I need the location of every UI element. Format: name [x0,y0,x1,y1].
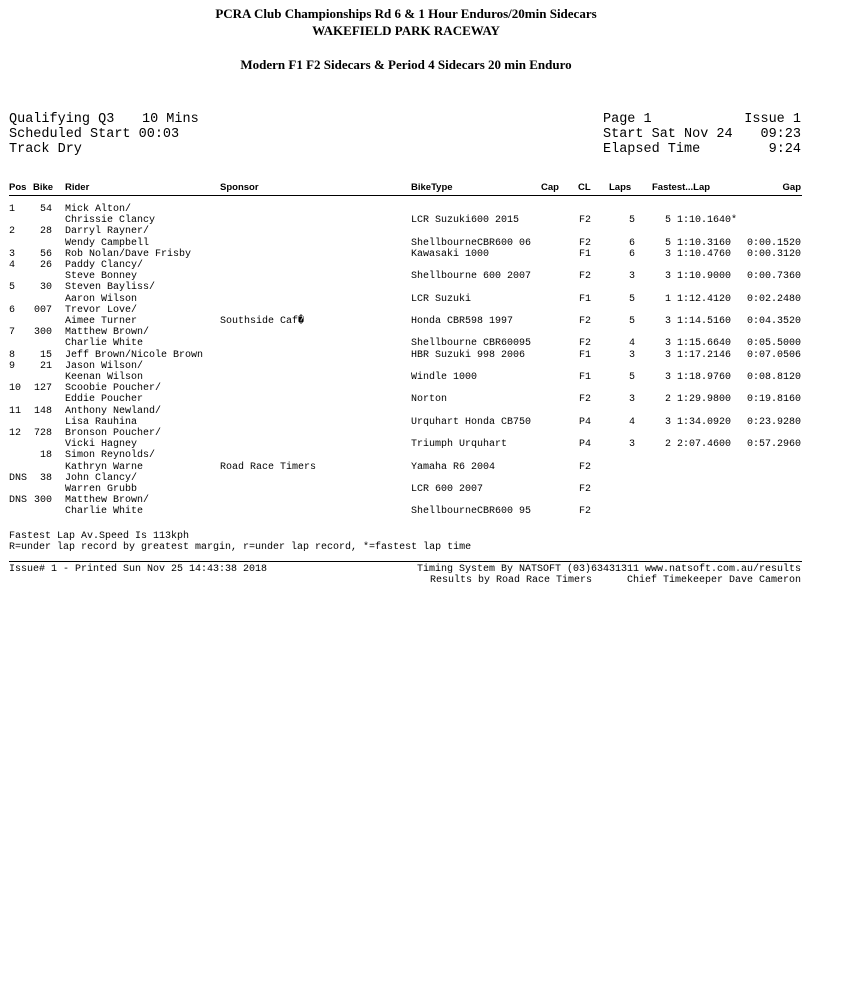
cell-class: P4 [579,416,592,428]
cell-biketype: Honda CBR598 1997 [411,316,514,327]
cell-rider: Eddie Poucher [65,394,144,406]
cell-class: F1 [579,372,592,383]
cell-rider: Lisa Rauhina [65,416,138,428]
cell-fastest-lap: 3 1:18.9760 [665,372,732,383]
chief-timekeeper: Chief Timekeeper Dave Cameron [626,575,801,586]
cell-pos: DNS [9,472,28,484]
cell-laps: 6 [628,237,635,249]
cell-laps: 3 [628,271,635,283]
cell-laps: 3 [628,394,635,406]
cell-class: F2 [579,215,592,227]
cell-laps: 5 [628,215,635,227]
cell-bike: 54 [39,204,52,215]
cell-fastest-lap: 3 1:14.5160 [665,316,732,327]
cell-rider: Matthew Brown/ [65,495,150,507]
cell-pos: 2 [9,226,16,238]
cell-gap: 0:00.1520 [746,237,801,249]
cell-pos: 10 [9,383,22,395]
cell-rider: Matthew Brown/ [65,327,150,339]
cell-biketype: Norton [411,394,448,406]
cell-laps: 3 [628,439,635,451]
cell-rider: Keenan Wilson [65,372,144,383]
cell-class: F2 [579,316,592,327]
cell-bike: 21 [39,360,52,372]
legend-note: R=under lap record by greatest margin, r=under lap record, *=fastest lap time [9,542,472,553]
cell-pos: 4 [9,260,16,271]
cell-gap: 0:05.5000 [746,338,801,350]
col-pos: Pos [9,182,27,193]
cell-class: P4 [579,439,592,451]
cell-biketype: LCR Suzuki [411,293,472,305]
cell-biketype: LCR Suzuki600 2015 [411,215,520,227]
cell-class: F1 [579,248,592,260]
cell-fastest-lap: 3 1:10.4760 [665,248,732,260]
col-sponsor: Sponsor [220,182,259,193]
elapsed-time: 9:24 [768,142,801,157]
cell-rider: Trevor Love/ [65,304,138,316]
cell-class: F2 [579,338,592,350]
cell-fastest-lap: 1 1:12.4120 [665,293,732,305]
cell-class: F2 [579,461,592,473]
cell-pos: 7 [9,327,16,339]
cell-bike: 38 [39,472,52,484]
cell-rider: Simon Reynolds/ [65,450,156,462]
cell-bike: 26 [39,260,52,271]
cell-class: F1 [579,293,592,305]
cell-gap: 0:19.8160 [746,394,801,406]
elapsed-label: Elapsed Time [603,142,701,157]
scheduled-start: Scheduled Start 00:03 [9,127,180,142]
footer-rule [9,561,802,562]
cell-bike: 30 [39,282,52,294]
results-by: Results by Road Race Timers [430,575,593,586]
cell-pos: 9 [9,360,16,372]
cell-gap: 0:00.7360 [746,271,801,283]
cell-rider: Kathryn Warne [65,461,144,473]
cell-rider: Aimee Turner [65,316,138,327]
cell-bike: 28 [39,226,52,238]
cell-bike: 15 [39,349,52,361]
cell-biketype: Triumph Urquhart [411,439,508,451]
cell-laps: 4 [628,338,635,350]
cell-laps: 5 [628,293,635,305]
cell-biketype: ShellbourneCBR600 95 [411,506,532,518]
cell-pos: 3 [9,248,16,260]
cell-gap: 0:00.3120 [746,248,801,260]
cell-gap: 0:08.8120 [746,372,801,383]
cell-laps: 6 [628,248,635,260]
cell-fastest-lap: 3 1:34.0920 [665,416,732,428]
cell-pos: 6 [9,304,16,316]
cell-bike: 728 [33,428,52,439]
session-duration: 10 Mins [142,112,199,127]
cell-fastest-lap: 5 1:10.3160 [665,237,732,249]
page-number: Page 1 [603,112,652,127]
cell-class: F2 [579,394,592,406]
cell-fastest-lap: 3 1:17.2146 [665,349,732,361]
cell-laps: 3 [628,349,635,361]
cell-rider: Jason Wilson/ [65,360,144,372]
cell-gap: 0:57.2960 [746,439,801,451]
cell-rider: Vicki Hagney [65,439,138,451]
cell-fastest-lap: 5 1:10.1640* [665,215,738,227]
cell-class: F2 [579,237,592,249]
cell-biketype: Kawasaki 1000 [411,248,490,260]
cell-biketype: Yamaha R6 2004 [411,461,496,473]
cell-class: F2 [579,484,592,495]
cell-pos: 12 [9,428,22,439]
cell-rider: Anthony Newland/ [65,405,162,417]
cell-bike: 127 [33,383,52,395]
cell-fastest-lap: 2 2:07.4600 [665,439,732,451]
cell-rider: Scoobie Poucher/ [65,383,162,395]
cell-bike: 300 [33,327,52,339]
cell-rider: Wendy Campbell [65,237,150,249]
col-biketype: BikeType [411,182,453,193]
cell-biketype: Shellbourne 600 2007 [411,271,532,283]
cell-rider: Chrissie Clancy [65,215,156,227]
cell-bike: 007 [33,304,52,316]
race-subtitle: Modern F1 F2 Sidecars & Period 4 Sidecars 20 min Enduro [240,57,572,72]
col-cl: CL [578,182,591,193]
cell-bike: 56 [39,248,52,260]
cell-gap: 0:23.9280 [746,416,801,428]
track-condition: Track Dry [9,142,82,157]
cell-biketype: Urquhart Honda CB750 [411,416,532,428]
timing-system: Timing System By NATSOFT (03)63431311 www.natsoft.com.au/results [416,564,801,575]
issue-number: Issue 1 [744,112,801,127]
cell-pos: 5 [9,282,16,294]
cell-bike: 148 [33,405,52,417]
cell-bike: 300 [33,495,52,507]
cell-biketype: LCR 600 2007 [411,484,484,495]
cell-biketype: ShellbourneCBR600 06 [411,237,532,249]
cell-rider: Paddy Clancy/ [65,260,144,271]
cell-rider: Jeff Brown/Nicole Brown [65,349,204,361]
cell-gap: 0:02.2480 [746,293,801,305]
cell-fastest-lap: 3 1:10.9000 [665,271,732,283]
col-rider: Rider [65,182,90,193]
cell-sponsor: Southside Caf� [220,316,305,327]
cell-pos: 8 [9,349,16,361]
col-cap: Cap [541,182,559,193]
cell-biketype: HBR Suzuki 998 2006 [411,349,526,361]
venue-title: WAKEFIELD PARK RACEWAY [312,23,500,38]
cell-laps: 4 [628,416,635,428]
qualifying-label: Qualifying Q3 [9,112,115,127]
cell-biketype: Shellbourne CBR60095 [411,338,532,350]
cell-biketype: Windle 1000 [411,372,478,383]
cell-rider: John Clancy/ [65,472,138,484]
col-gap: Gap [782,182,801,193]
cell-bike: 18 [39,450,52,462]
cell-rider: Rob Nolan/Dave Frisby [65,248,192,260]
cell-rider: Steven Bayliss/ [65,282,156,294]
printed-info: Issue# 1 - Printed Sun Nov 25 14:43:38 2018 [9,564,268,575]
cell-rider: Charlie White [65,506,144,518]
cell-rider: Bronson Poucher/ [65,428,162,439]
col-fastest: Fastest...Lap [652,182,711,193]
start-time: 09:23 [760,127,801,142]
cell-gap: 0:04.3520 [746,316,801,327]
start-date: Start Sat Nov 24 [603,127,733,142]
fastest-lap-speed: Fastest Lap Av.Speed Is 113kph [9,531,190,542]
cell-fastest-lap: 3 1:15.6640 [665,338,732,350]
cell-rider: Warren Grubb [65,484,138,495]
event-title: PCRA Club Championships Rd 6 & 1 Hour Enduros/20min Sidecars [215,6,597,21]
cell-fastest-lap: 2 1:29.9800 [665,394,732,406]
cell-rider: Mick Alton/ [65,204,132,215]
cell-class: F2 [579,506,592,518]
cell-pos: 11 [9,405,22,417]
col-laps: Laps [609,182,632,193]
cell-class: F2 [579,271,592,283]
cell-class: F1 [579,349,592,361]
cell-rider: Steve Bonney [65,271,138,283]
col-bike: Bike [33,182,54,193]
header-rule [9,195,802,196]
cell-pos: DNS [9,495,28,507]
cell-rider: Charlie White [65,338,144,350]
cell-rider: Aaron Wilson [65,293,138,305]
cell-gap: 0:07.0506 [746,349,801,361]
cell-pos: 1 [9,204,16,215]
cell-laps: 5 [628,372,635,383]
cell-rider: Darryl Rayner/ [65,226,150,238]
cell-laps: 5 [628,316,635,327]
cell-sponsor: Road Race Timers [220,461,317,473]
